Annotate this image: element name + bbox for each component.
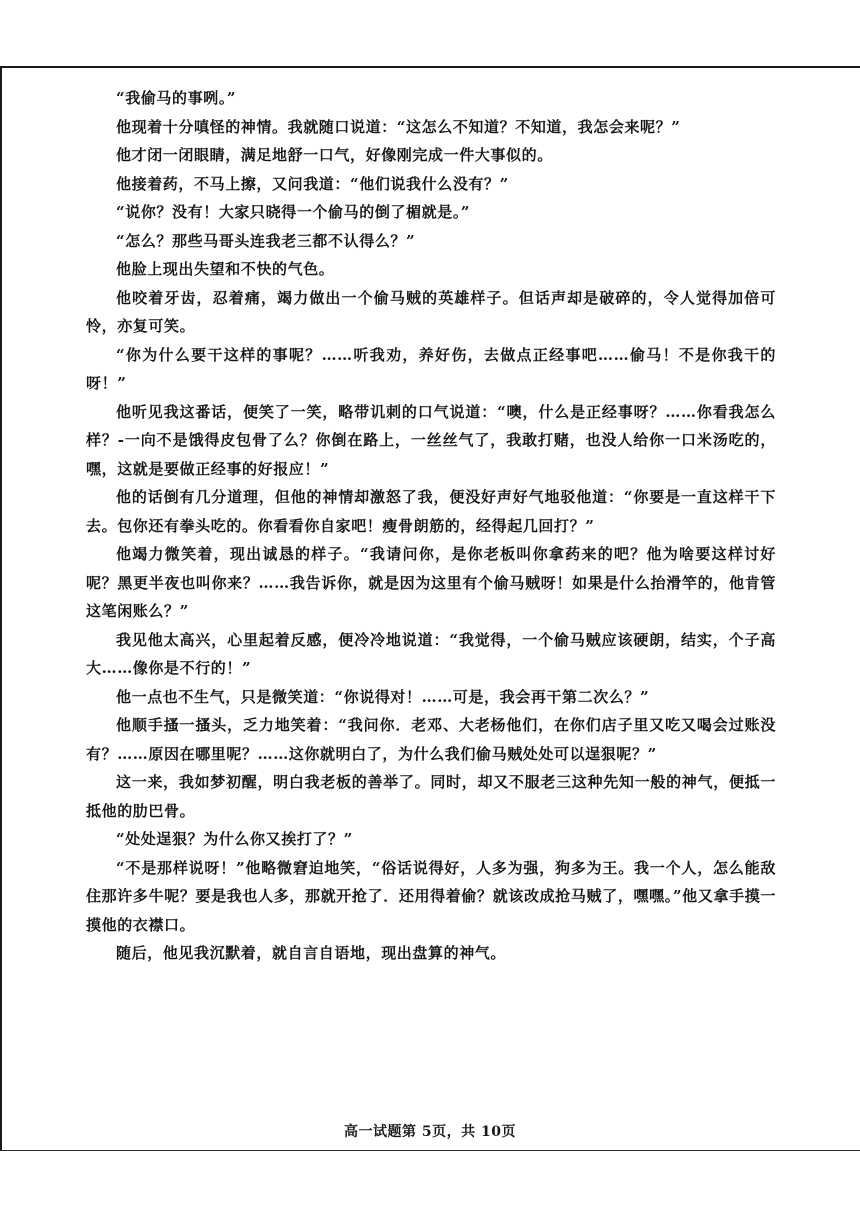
paragraph-1: “我偷马的事咧。” (116, 89, 237, 107)
article-body (86, 84, 776, 968)
paragraph-16: 这一来，我如梦初醒，明白我老板的善举了。同时，却又不服老三这种先知一般的神气，便抵一抵他的肋巴骨。 (86, 773, 776, 820)
paragraph-3: 他才闭一闭眼睛，满足地舒一口气，好像刚完成一件大事似的。 (116, 146, 553, 164)
paragraph-8: 他咬着牙齿，忍着痛，竭力做出一个偷马贼的英雄样子。但话声却是破碎的，令人觉得加倍可怜，亦复可笑。 (86, 288, 776, 335)
paragraph-7: 他脸上现出失望和不快的气色。 (116, 260, 335, 278)
paragraph-15: 他顺手搔一搔头，乏力地笑着：“我问你．老邓、大老杨他们，在你们店子里又吃又喝会过账没有？……原因在哪里呢？……这你就明白了，为什么我们偷马贼处处可以逞狠呢？” (86, 716, 776, 763)
page-left-border (0, 66, 2, 1151)
paragraph-11: 他的话倒有几分道理，但他的神情却激怒了我，便没好声好气地驳他道：“你要是一直这样干下去。包你还有拳头吃的。你看看你自家吧！瘦骨朗筋的，经得起几回打？” (86, 488, 776, 535)
page-top-border (0, 66, 860, 68)
paragraph-17: “处处逞狠？为什么你又挨打了？” (116, 830, 353, 848)
paragraph-19: 随后，他见我沉默着，就自言自语地，现出盘算的神气。 (116, 944, 507, 962)
page-footer: 高一试题第 5页，共 10页 (344, 1124, 516, 1140)
paragraph-10: 他听见我这番话，便笑了一笑，略带讥刺的口气说道：“噢，什么是正经事呀？……你看我怎么样？-一向不是饿得皮包骨了么？你倒在路上，一丝丝气了，我敢打赌，也没人给你一口米汤吃的，嘿，这就是要做正经事的好报应！” (86, 402, 776, 478)
paragraph-18: “不是那样说呀！”他略微窘迫地笑，“俗话说得好，人多为强，狗多为王。我一个人，怎么能敌住那许多牛呢？要是我也人多，那就开抢了．还用得着偷？就该改成抢马贼了，嘿嘿。”他又拿手摸一摸他的衣襟口。 (86, 858, 776, 934)
page-bottom-border (0, 1150, 860, 1151)
paragraph-6: “怎么？那些马哥头连我老三都不认得么？” (116, 231, 416, 250)
paragraph-2: 他现着十分嗔怪的神情。我就随口说道：“这怎么不知道？不知道，我怎会来呢？” (116, 117, 681, 136)
paragraph-5: “说你？没有！大家只晓得一个偷马的倒了楣就是。” (116, 203, 471, 221)
paragraph-13: 我见他太高兴，心里起着反感，便冷冷地说道：“我觉得，一个偷马贼应该硬朗，结实，个子高大……像你是不行的！” (86, 630, 776, 677)
paragraph-14: 他一点也不生气，只是微笑道：“你说得对！……可是，我会再干第二次么？” (116, 687, 650, 706)
paragraph-9: “你为什么要干这样的事呢？……听我劝，养好伤，去做点正经事吧……偷马！不是你我干的呀！” (86, 345, 776, 392)
paragraph-4: 他接着药，不马上擦，又问我道：“他们说我什么没有？” (116, 174, 509, 193)
paragraph-12: 他竭力微笑着，现出诚恳的样子。“我请问你，是你老板叫你拿药来的吧？他为啥要这样讨好呢？黑更半夜也叫你来？……我告诉你，就是因为这里有个偷马贼呀！如果是什么抬滑竿的，他肯管这笔闲账么？” (86, 545, 776, 620)
